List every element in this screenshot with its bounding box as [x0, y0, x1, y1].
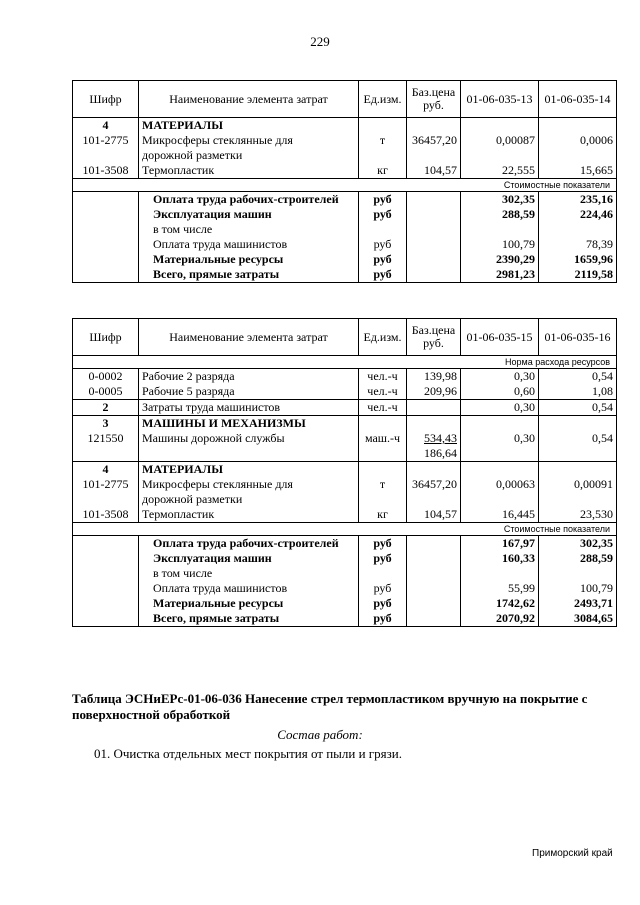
table-caption: Таблица ЭСНиЕРс-01-06-036 Нанесение стрел термопластиком вручную на покрытие с поверхностной обработкой — [72, 691, 588, 722]
row-value-1: 0,00063 — [461, 477, 539, 507]
summary-value-2: 224,46 — [539, 207, 617, 222]
row-name: Микросферы стеклянные для дорожной разметки — [139, 133, 359, 163]
row-name: Затраты труда машинистов — [139, 400, 359, 416]
row-name: Рабочие 5 разряда — [139, 384, 359, 400]
table-row — [73, 163, 617, 179]
summary-value-2: 100,79 — [539, 581, 617, 596]
summary-unit: руб — [359, 581, 407, 596]
summary-value-1: 302,35 — [461, 192, 539, 208]
header-norm-2: 01-06-035-14 — [539, 81, 617, 118]
summary-label: Материальные ресурсы — [139, 596, 359, 611]
header-unit: Ед.изм. — [359, 81, 407, 118]
row-value-2: 1,08 — [539, 384, 617, 400]
band-label: Стоимостные показатели — [73, 523, 617, 536]
row-unit: чел.-ч — [359, 400, 407, 416]
header-norm-2: 01-06-035-16 — [539, 319, 617, 356]
row-value-1: 0,30 — [461, 400, 539, 416]
summary-value-1: 100,79 — [461, 237, 539, 252]
row-value-2: 0,54 — [539, 400, 617, 416]
summary-label: Оплата труда рабочих-строителей — [139, 192, 359, 208]
row-code: 0-0005 — [73, 384, 139, 400]
section-title: МАШИНЫ И МЕХАНИЗМЫ — [139, 416, 359, 432]
header-norm-1: 01-06-035-13 — [461, 81, 539, 118]
summary-row — [73, 596, 617, 611]
row-price: 139,98 — [407, 369, 461, 385]
band-row — [73, 179, 617, 192]
header-norm-1: 01-06-035-15 — [461, 319, 539, 356]
summary-row — [73, 267, 617, 283]
table-row — [73, 369, 617, 385]
row-value-1: 0,60 — [461, 384, 539, 400]
summary-row — [73, 237, 617, 252]
summary-unit: руб — [359, 536, 407, 552]
header-unit: Ед.изм. — [359, 319, 407, 356]
summary-row — [73, 536, 617, 552]
summary-row — [73, 611, 617, 627]
summary-unit: руб — [359, 252, 407, 267]
row-value-1: 0,00087 — [461, 133, 539, 163]
summary-value-2: 1659,96 — [539, 252, 617, 267]
row-unit: т — [359, 133, 407, 163]
row-unit: кг — [359, 163, 407, 179]
row-value-1: 0,30 — [461, 369, 539, 385]
summary-value-2: 78,39 — [539, 237, 617, 252]
row-value-1: 0,30 — [461, 431, 539, 462]
summary-unit: руб — [359, 551, 407, 566]
header-name: Наименование элемента затрат — [139, 319, 359, 356]
row-name: Рабочие 2 разряда — [139, 369, 359, 385]
cost-table-1 — [72, 80, 617, 283]
row-name: Термопластик — [139, 507, 359, 523]
summary-unit: руб — [359, 596, 407, 611]
row-price: 36457,20 — [407, 133, 461, 163]
summary-label: Всего, прямые затраты — [139, 267, 359, 283]
table-header — [73, 319, 617, 356]
table-row — [73, 431, 617, 462]
summary-row — [73, 551, 617, 566]
summary-value-1: 1742,62 — [461, 596, 539, 611]
summary-unit: руб — [359, 192, 407, 208]
row-price: 36457,20 — [407, 477, 461, 507]
row-value-2: 15,665 — [539, 163, 617, 179]
row-name: Микросферы стеклянные для дорожной разметки — [139, 477, 359, 507]
band-row — [73, 356, 617, 369]
band-label: Норма расхода ресурсов — [73, 356, 617, 369]
row-unit: маш.-ч — [359, 431, 407, 462]
row-price: 104,57 — [407, 507, 461, 523]
row-code: 101-2775 — [73, 477, 139, 507]
row-unit: т — [359, 477, 407, 507]
summary-value-2: 2119,58 — [539, 267, 617, 283]
summary-unit: руб — [359, 237, 407, 252]
work-item: 01. Очистка отдельных мест покрытия от пыли и грязи. — [94, 746, 402, 761]
header-base-price: Баз.цена руб. — [407, 81, 461, 118]
section-row — [73, 462, 617, 478]
summary-row — [73, 581, 617, 596]
row-code: 0-0002 — [73, 369, 139, 385]
section-title: МАТЕРИАЛЫ — [139, 118, 359, 134]
summary-value-1: 160,33 — [461, 551, 539, 566]
summary-unit: руб — [359, 267, 407, 283]
summary-value-1: 2390,29 — [461, 252, 539, 267]
section-code: 3 — [73, 416, 139, 432]
row-unit: кг — [359, 507, 407, 523]
row-name: Машины дорожной службы — [139, 431, 359, 462]
summary-label: Эксплуатация машин — [139, 207, 359, 222]
band-row — [73, 523, 617, 536]
summary-label: в том числе — [139, 566, 359, 581]
page-number: 229 — [310, 34, 330, 49]
summary-value-2: 288,59 — [539, 551, 617, 566]
row-value-2: 23,530 — [539, 507, 617, 523]
row-price: 209,96 — [407, 384, 461, 400]
row-value-1: 16,445 — [461, 507, 539, 523]
summary-label: Материальные ресурсы — [139, 252, 359, 267]
table-row — [73, 507, 617, 523]
table-row — [73, 400, 617, 416]
summary-label: Эксплуатация машин — [139, 551, 359, 566]
section-row — [73, 118, 617, 134]
summary-value-1: 167,97 — [461, 536, 539, 552]
row-price: 534,43 186,64 — [407, 431, 461, 462]
row-code: 101-3508 — [73, 507, 139, 523]
region-footer: Приморский край — [532, 848, 613, 859]
table-row — [73, 384, 617, 400]
summary-unit: руб — [359, 207, 407, 222]
summary-value-2: 3084,65 — [539, 611, 617, 627]
summary-value-1: 55,99 — [461, 581, 539, 596]
cost-table-2 — [72, 318, 617, 627]
row-code: 121550 — [73, 431, 139, 462]
row-value-2: 0,54 — [539, 369, 617, 385]
row-name: Термопластик — [139, 163, 359, 179]
summary-label: Всего, прямые затраты — [139, 611, 359, 627]
section-code: 4 — [73, 462, 139, 478]
row-code: 2 — [73, 400, 139, 416]
table-row — [73, 133, 617, 163]
row-value-1: 22,555 — [461, 163, 539, 179]
summary-row — [73, 207, 617, 222]
header-code: Шифр — [73, 319, 139, 356]
composition-title: Состав работ: — [277, 727, 363, 742]
summary-value-2: 302,35 — [539, 536, 617, 552]
summary-unit: руб — [359, 611, 407, 627]
section-code: 4 — [73, 118, 139, 134]
section-title: МАТЕРИАЛЫ — [139, 462, 359, 478]
header-code: Шифр — [73, 81, 139, 118]
summary-value-1: 2070,92 — [461, 611, 539, 627]
summary-value-2: 2493,71 — [539, 596, 617, 611]
summary-value-1: 2981,23 — [461, 267, 539, 283]
summary-value-2: 235,16 — [539, 192, 617, 208]
row-value-2: 0,00091 — [539, 477, 617, 507]
summary-label: Оплата труда машинистов — [139, 581, 359, 596]
row-value-2: 0,54 — [539, 431, 617, 462]
table-header — [73, 81, 617, 118]
summary-label: Оплата труда рабочих-строителей — [139, 536, 359, 552]
row-code: 101-2775 — [73, 133, 139, 163]
summary-label: Оплата труда машинистов — [139, 237, 359, 252]
band-label: Стоимостные показатели — [73, 179, 617, 192]
header-name: Наименование элемента затрат — [139, 81, 359, 118]
row-unit: чел.-ч — [359, 384, 407, 400]
section-row — [73, 416, 617, 432]
row-unit: чел.-ч — [359, 369, 407, 385]
summary-row — [73, 252, 617, 267]
header-base-price: Баз.цена руб. — [407, 319, 461, 356]
summary-row — [73, 192, 617, 208]
summary-row — [73, 566, 617, 581]
summary-value-1: 288,59 — [461, 207, 539, 222]
summary-row — [73, 222, 617, 237]
summary-label: в том числе — [139, 222, 359, 237]
row-price: 104,57 — [407, 163, 461, 179]
table-row — [73, 477, 617, 507]
row-code: 101-3508 — [73, 163, 139, 179]
row-value-2: 0,0006 — [539, 133, 617, 163]
